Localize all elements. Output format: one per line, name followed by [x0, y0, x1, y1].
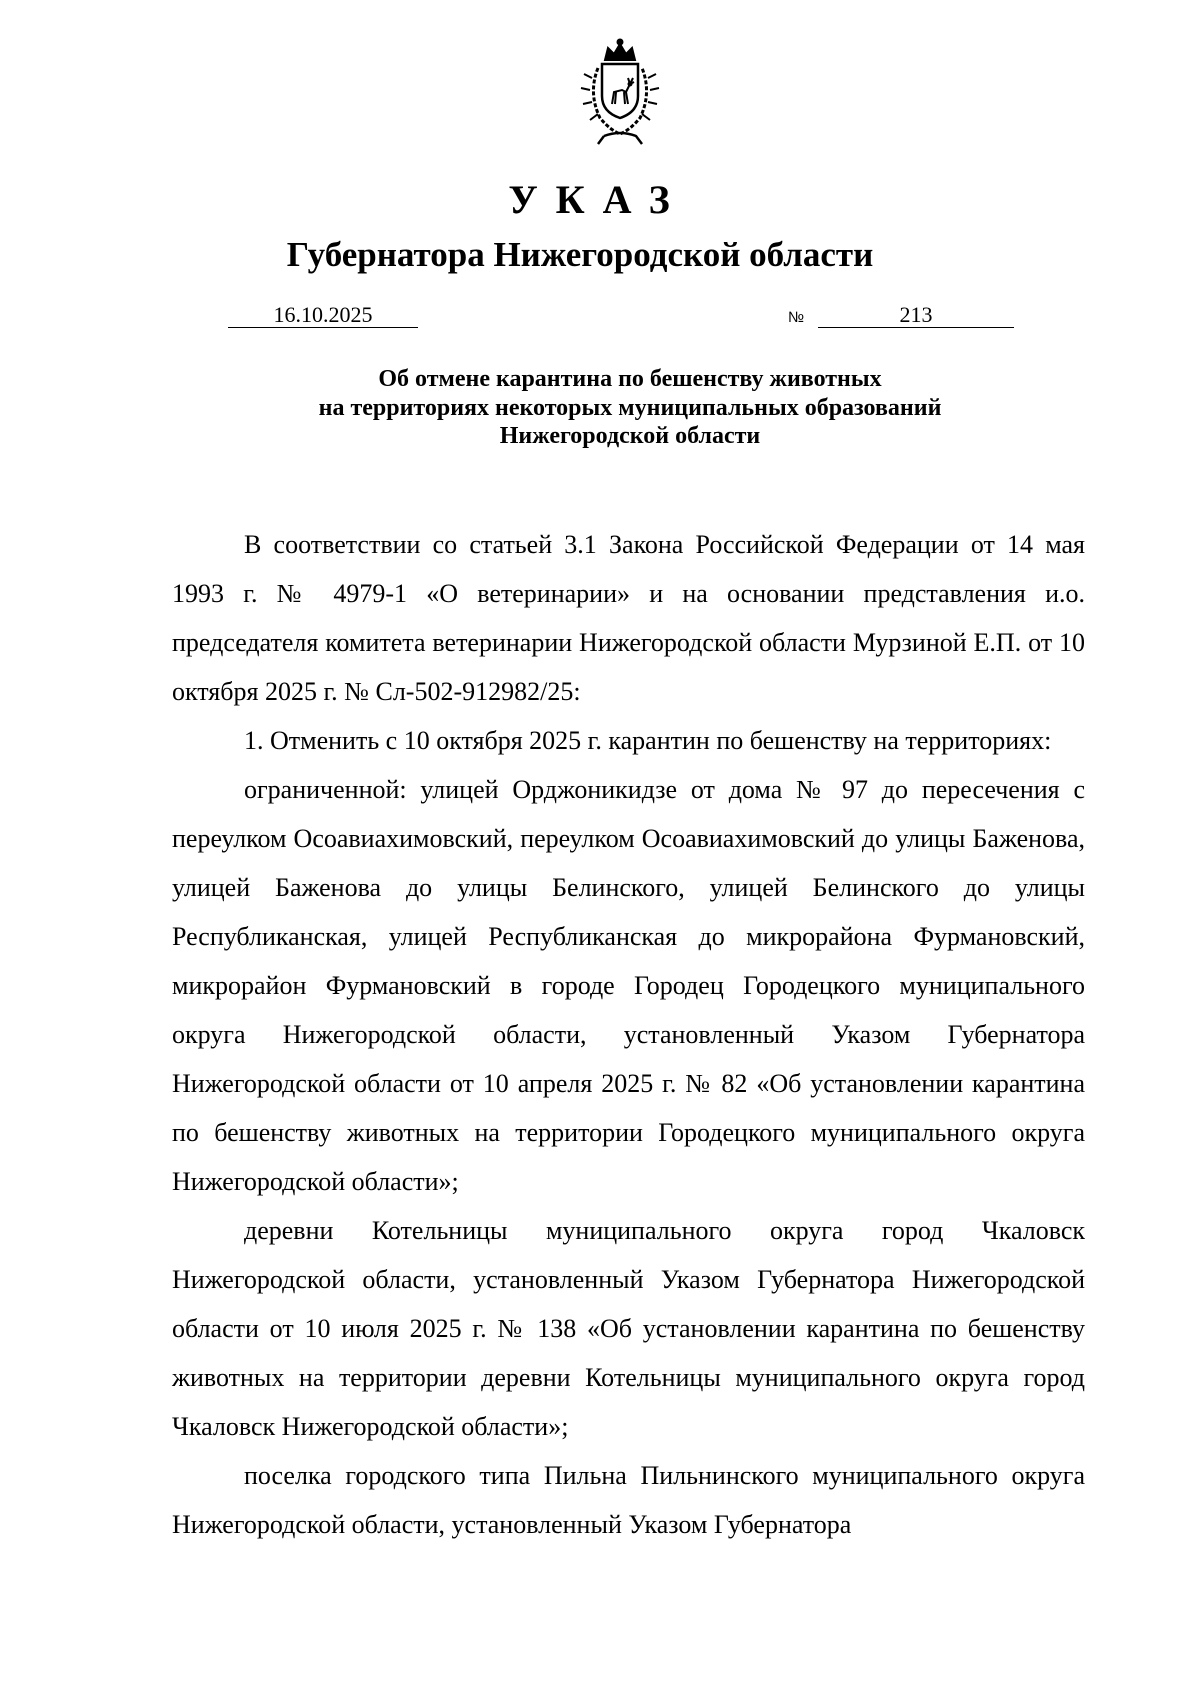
- territory-kotelnitsy-paragraph: деревни Котельницы муниципального округа город Чкаловск Нижегородской области, установленный Указом Губернатора Нижегородской области от 10 июля 2025 г. № 138 «Об установлении карантина по бешенству животных на территории деревни Котельницы муниципального округа город Чкаловск Нижегородской области»;: [172, 1216, 1085, 1441]
- issuer-heading: Губернатора Нижегородской области: [286, 235, 874, 274]
- subject-line: Об отмене карантина по бешенству животных: [378, 366, 882, 392]
- document-body: [172, 520, 1085, 1549]
- territory-gorodets-paragraph: ограниченной: улицей Орджоникидзе от дома № 97 до пересечения с переулком Осоавиахимовский, переулком Осоавиахимовский до улицы Баженова, улицей Баженова до улицы Белинского, улицей Белинского до улицы Республиканская, улицей Республиканская до микрорайона Фурмановский, микрорайон Фурмановский в городе Городец Городецкого муниципального округа Нижегородской области, установленный Указом Губернатора Нижегородской области от 10 апреля 2025 г. № 82 «Об установлении карантина по бешенству животных на территории Городецкого муниципального округа Нижегородской области»;: [172, 775, 1085, 1196]
- preamble-paragraph: В соответствии со статьей 3.1 Закона Российской Федерации от 14 мая 1993 г. № 4979-1 «О ветеринарии» и на основании представления и.о. председателя комитета ветеринарии Нижегородской области Мурзиной Е.П. от 10 октября 2025 г. № Сл-502-912982/25:: [172, 530, 1085, 706]
- clause-1-paragraph: 1. Отменить с 10 октября 2025 г. карантин по бешенству на территориях:: [244, 726, 1052, 755]
- number-label: №: [788, 309, 805, 326]
- territory-pilna-paragraph: поселка городского типа Пильна Пильнинского муниципального округа Нижегородской области, установленный Указом Губернатора: [172, 1461, 1085, 1539]
- subject-line: Нижегородской области: [499, 423, 761, 449]
- document-subject: [140, 365, 1120, 451]
- document-type-heading: УКАЗ: [508, 177, 688, 222]
- document-date: 16.10.2025: [228, 303, 418, 328]
- subject-line: на территориях некоторых муниципальных образований: [318, 394, 942, 421]
- document-number: 213: [818, 303, 1014, 328]
- coat-of-arms-icon: [570, 38, 670, 148]
